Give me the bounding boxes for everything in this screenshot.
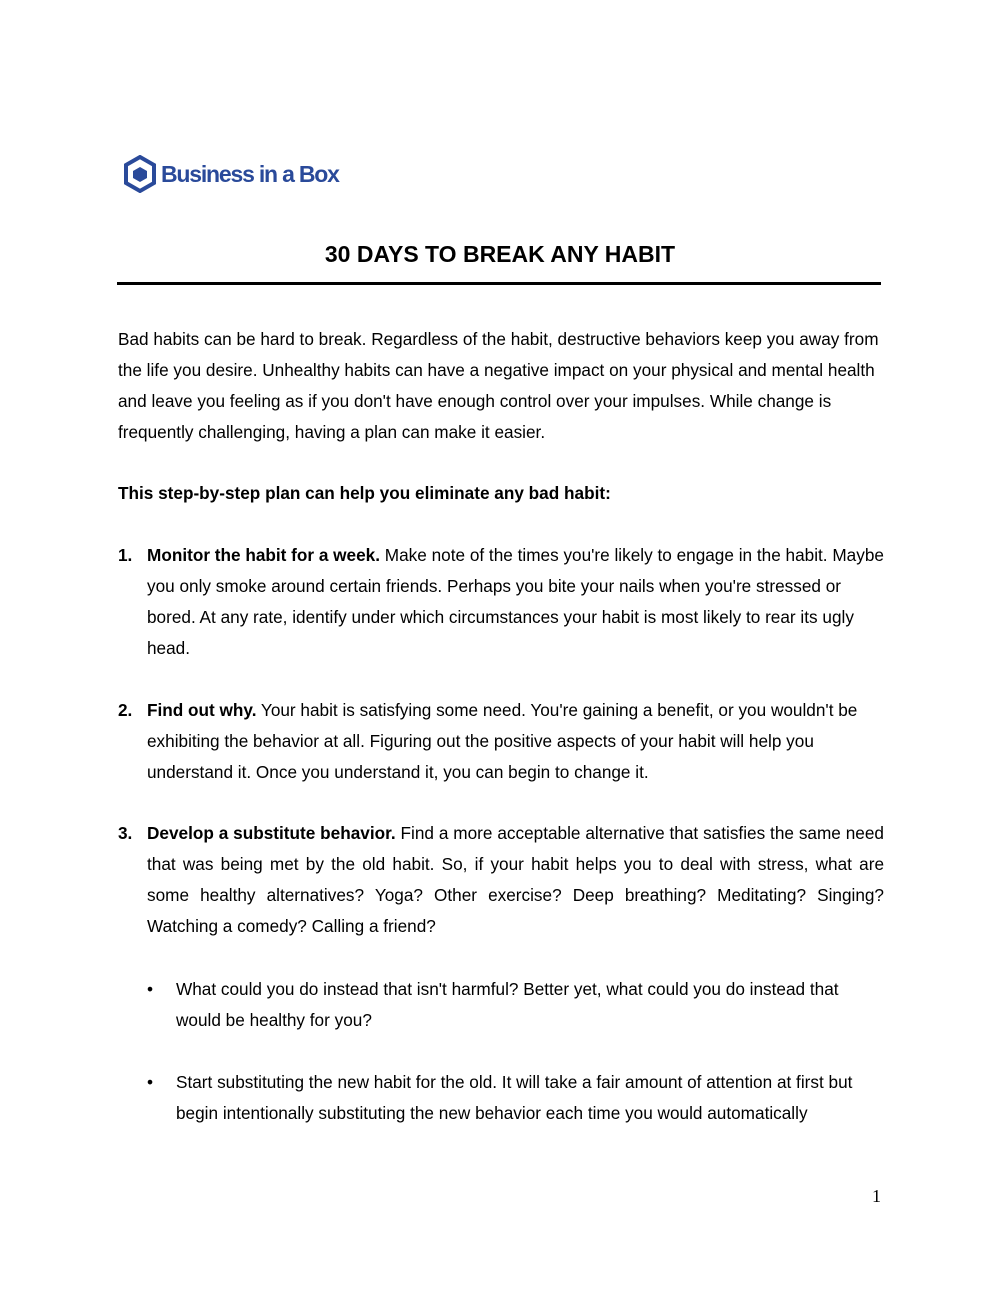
logo-text: Business in a Box (161, 160, 339, 187)
item-text: Make note of the times you're likely to engage in the habit. Maybe you only smoke around certain friends. Perhaps you bite your nails when you're stressed or bored. At any rate, identify under which circumstances your habit is most likely to rear its ugly head. (147, 545, 884, 658)
business-in-a-box-logo (123, 155, 339, 193)
item-text: Your habit is satisfying some need. You're gaining a benefit, or you wouldn't be exhibiting the behavior at all. Figuring out the positive aspects of your habit will help you understand it. Once you understand it, you can begin to change it. (147, 700, 858, 782)
item-number: 1. (118, 545, 133, 565)
bullet-text: What could you do instead that isn't harmful? Better yet, what could you do instead that would be healthy for you? (176, 979, 839, 1030)
bullet-item (147, 974, 884, 1036)
page-number: 1 (872, 1186, 881, 1206)
item-number: 3. (118, 823, 133, 843)
bullet-icon: • (147, 979, 154, 999)
bullet-text: Start substituting the new habit for the old. It will take a fair amount of attention at first but begin intentionally substituting the new behavior each time you would automatically (176, 1072, 853, 1123)
item-text: Find a more acceptable alternative that satisfies the same need that was being met by the old habit. So, if your habit helps you to deal with stress, what are some healthy alternatives? Yoga? Other exercise? Deep breathing? Meditating? Singing? Watching a comedy? Calling a friend? (147, 823, 884, 936)
page-title: 30 DAYS TO BREAK ANY HABIT (324, 241, 676, 267)
item-heading: Develop a substitute behavior. (147, 823, 396, 843)
title-divider (117, 282, 881, 285)
item-heading: Find out why. (147, 700, 257, 720)
item-number: 2. (118, 700, 133, 720)
intro-paragraph: Bad habits can be hard to break. Regardless of the habit, destructive behaviors keep you away from the life you desire. Unhealthy habits can have a negative impact on your physical and mental health and leave you feeling as if you don't have enough control over your impulses. While change is frequently challenging, having a plan can make it easier. (118, 329, 879, 442)
list-item (118, 540, 884, 664)
bullet-item (147, 1067, 884, 1129)
lead-sentence: This step-by-step plan can help you eliminate any bad habit: (118, 483, 611, 503)
list-item (118, 695, 884, 788)
item-heading: Monitor the habit for a week. (147, 545, 381, 565)
hexagon-cube-icon (123, 155, 157, 193)
bullet-icon: • (147, 1072, 154, 1092)
list-item (118, 818, 884, 942)
